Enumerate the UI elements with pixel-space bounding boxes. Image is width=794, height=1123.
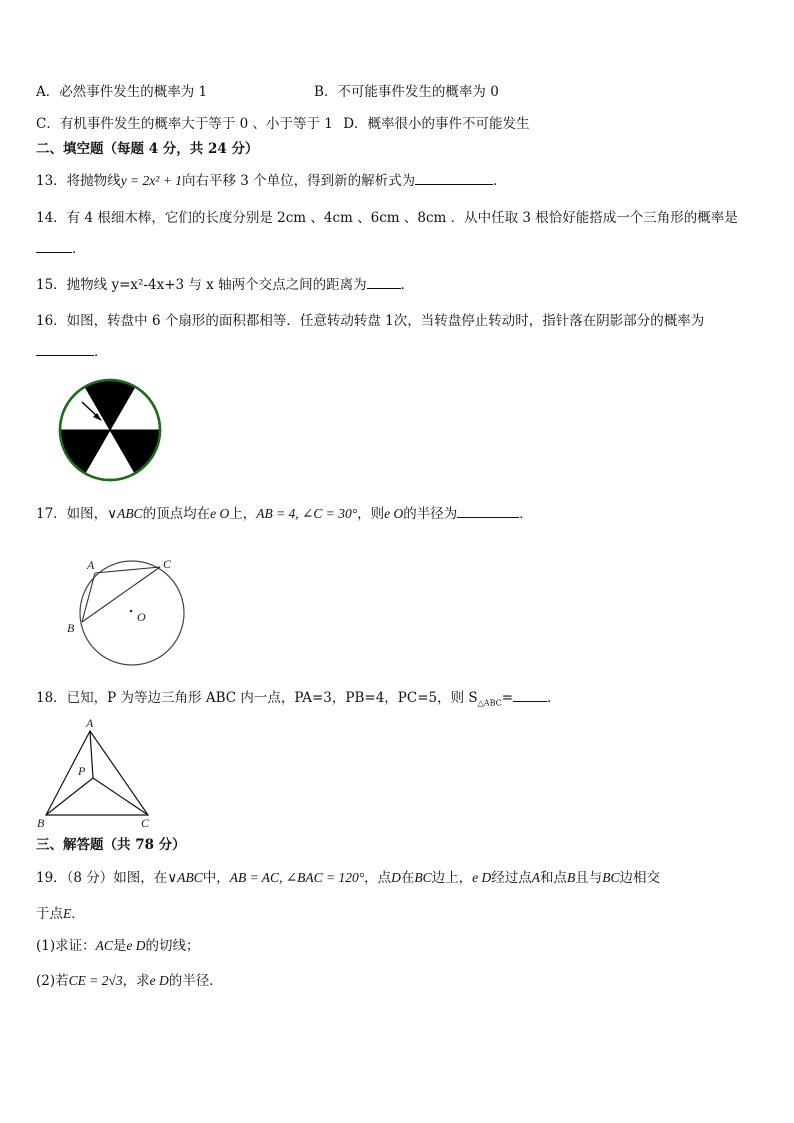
q18-label-c: C (141, 816, 150, 830)
q17-mid3: ，则 (357, 506, 385, 522)
q18-end: ． (547, 690, 561, 706)
q12-option-c: C．有机事件发生的概率大于等于 0 、小于等于 1 (36, 116, 333, 132)
q17 (36, 505, 533, 523)
q19-circle-d: e D (472, 870, 492, 885)
q19-part2-prefix: (2)若 (36, 973, 69, 989)
q19-text: 且与 (575, 870, 603, 886)
q19-line1 (36, 869, 660, 887)
q12-option-cd (36, 115, 530, 133)
q19-part2-circle: e D (149, 973, 169, 988)
q16-answer-blank[interactable] (36, 343, 94, 356)
q17-answer-blank[interactable] (457, 505, 519, 518)
q19-part1-text: 的切线； (145, 938, 200, 954)
q17-circle: e O (210, 506, 230, 521)
q12-option-b: B．不可能事件发生的概率为 0 (314, 84, 499, 100)
q17-label-b: B (67, 621, 75, 635)
q19-point-a: A (531, 870, 541, 885)
q19-point-b: B (567, 870, 576, 885)
q18-mid: = (501, 690, 514, 706)
q17-condition: AB = 4, ∠C = 30° (256, 506, 358, 521)
q16-end: ． (94, 344, 108, 360)
q19-part2-text: 的半径． (168, 973, 223, 989)
q19-point-e: E (63, 906, 72, 921)
q17-label-a: A (87, 558, 95, 572)
q15-prefix: 15．抛物线 y=x²-4x+3 与 x 轴两个交点之间的距离为 (36, 277, 367, 293)
q19-triangle: ∨ABC (167, 870, 203, 885)
q16-line1: 16．如图，转盘中 6 个扇形的面积都相等．任意转动转盘 1次，当转盘停止转动时，指针落在阴影部分的概率为 (36, 313, 705, 329)
q19-text: 中， (202, 870, 230, 886)
q17-suffix: 的半径为 (403, 506, 458, 522)
q18-answer-blank[interactable] (513, 689, 547, 702)
q19-part2 (36, 972, 223, 990)
q18-subscript: △ABC (477, 698, 502, 708)
q17-end: ． (519, 506, 533, 522)
q13-formula: y = 2x² + 1 (120, 173, 182, 188)
q18 (36, 689, 561, 713)
q13-prefix: 13．将抛物线 (36, 173, 121, 189)
q19-text: ，点 (364, 870, 392, 886)
q18-label-p: P (78, 764, 86, 778)
q17-mid1: 的顶点均在 (142, 506, 211, 522)
q19-prefix: 19．（8 分）如图，在 (36, 870, 168, 886)
section3-title: 三、解答题（共 78 分） (36, 837, 186, 853)
q19-part1-circle: e D (126, 938, 146, 953)
q15-answer-blank[interactable] (367, 276, 401, 289)
q17-circle-figure (62, 555, 192, 671)
q19-part2-condition: CE = 2√3 (68, 973, 123, 988)
q12-option-a: A．必然事件发生的概率为 1 (36, 84, 208, 100)
q14-line2 (36, 240, 86, 258)
q19-text: 经过点 (491, 870, 532, 886)
q19-text: 边上， (431, 870, 473, 886)
q12-option-d: D．概率很小的事件不可能发生 (343, 116, 530, 132)
q14-answer-blank[interactable] (36, 240, 72, 253)
q14-line1: 14．有 4 根细木棒，它们的长度分别是 2cm 、4cm 、6cm 、8cm ．从中任取 3 根恰好能搭成一个三角形的概率是 (36, 210, 738, 226)
q13-end: ． (493, 173, 507, 189)
q19-part1-ac: AC (95, 938, 113, 953)
q19-text: 边相交 (619, 870, 661, 886)
q19-part1 (36, 937, 200, 955)
q17-prefix: 17．如图， (36, 506, 108, 522)
q18-prefix: 18．已知，P 为等边三角形 ABC 内一点，PA=3，PB=4，PC=5，则 S (36, 690, 478, 706)
q17-triangle: ∨ABC (107, 506, 143, 521)
q19-text: 于点 (36, 906, 63, 922)
q18-triangle-figure (36, 714, 156, 832)
q15 (36, 276, 414, 294)
q19-text: 和点 (540, 870, 568, 886)
q19-condition: AB = AC, ∠BAC = 120° (229, 870, 365, 885)
q15-end: ． (400, 277, 415, 293)
q19-point-d: D (391, 870, 401, 885)
q19-part2-text: ，求 (122, 973, 150, 989)
q17-label-c: C (163, 557, 172, 571)
section2-title: 二、填空题（每题 4 分，共 24 分） (36, 141, 259, 157)
q13-answer-blank[interactable] (415, 172, 493, 185)
q17-circle2: e O (384, 506, 404, 521)
q13-suffix: 向右平移 3 个单位，得到新的解析式为 (181, 173, 416, 189)
q19-segment-bc: BC (414, 870, 432, 885)
q17-mid2: 上， (229, 506, 257, 522)
q18-label-b: B (37, 816, 45, 830)
q19-text: ． (71, 906, 85, 922)
q13 (36, 172, 507, 190)
q17-label-o: O (137, 610, 146, 624)
q19-part1-text: 是 (112, 938, 127, 954)
q18-label-a: A (86, 716, 94, 730)
q14-end: ． (72, 241, 86, 257)
q16-spinner-figure (57, 377, 163, 483)
q19-segment-bc: BC (602, 870, 620, 885)
q19-line2 (36, 905, 85, 923)
q19-text: 在 (400, 870, 415, 886)
q19-part1-prefix: (1)求证： (36, 938, 96, 954)
q16-line2 (36, 343, 108, 361)
